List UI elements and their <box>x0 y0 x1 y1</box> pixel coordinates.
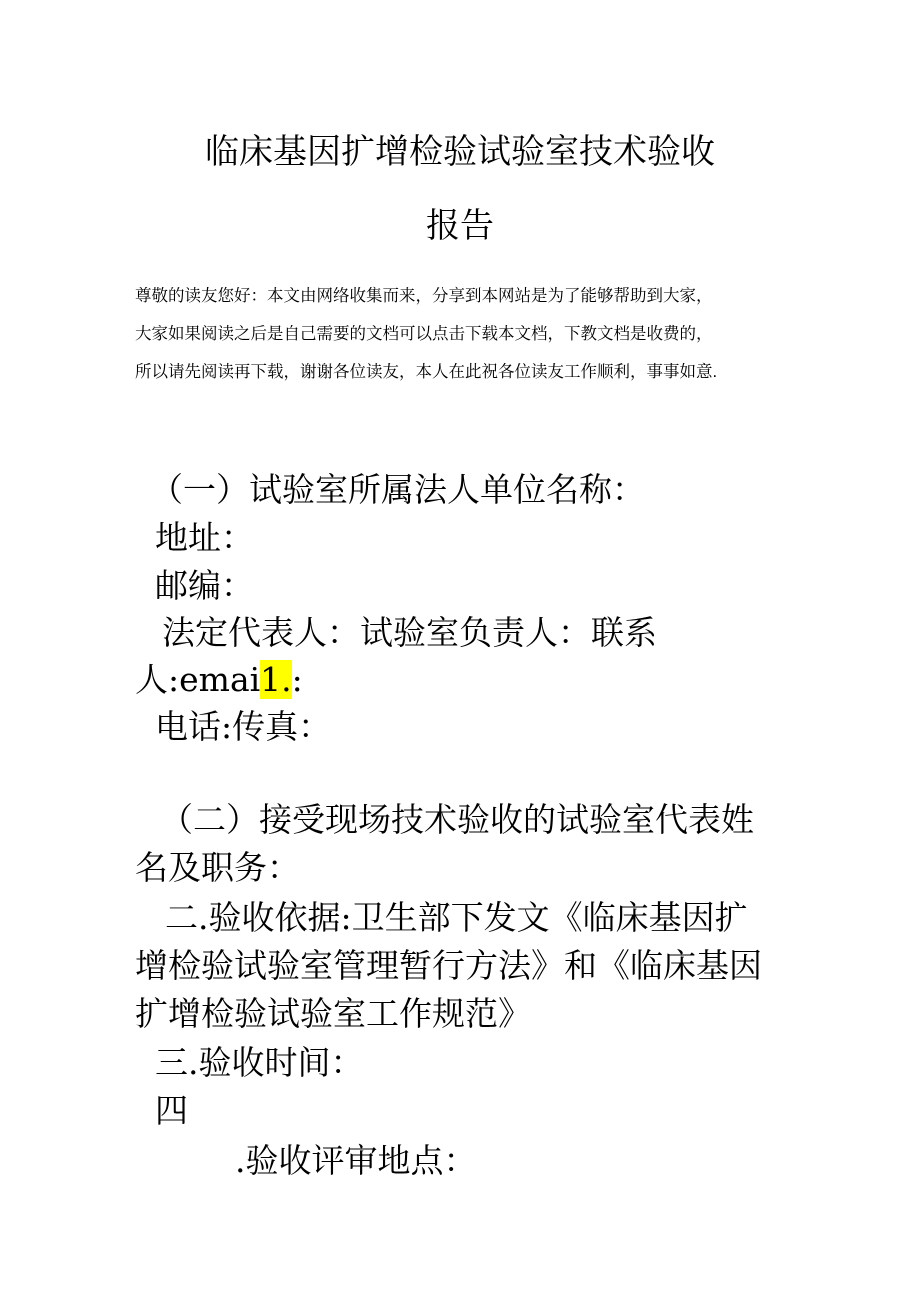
acceptance-basis-line-3: 扩增检验试验室工作规范》 <box>135 994 531 1033</box>
address-label: 地址： <box>155 518 254 557</box>
acceptance-venue-line: .验收评审地点： <box>235 1141 477 1180</box>
phone-fax-line: 电话:传真： <box>155 707 332 746</box>
contact-email-suffix: : <box>291 660 303 699</box>
section-2-heading-line-2: 名及职务： <box>135 848 300 887</box>
reader-notice-line-1: 尊敬的读友您好：本文由网络收集而来，分享到本网站是为了能够帮助到大家， <box>135 287 713 305</box>
highlighted-text: 1. <box>260 660 292 699</box>
section-1-heading: （一）试验室所属法人单位名称： <box>150 470 645 509</box>
document-title-line-1: 临床基因扩增检验试验室技术验收 <box>205 132 715 172</box>
acceptance-basis-line-2: 增检验试验室管理暂行方法》和《临床基因 <box>135 946 762 985</box>
contact-email-prefix: 人:emai <box>135 660 261 699</box>
document-title-line-2: 报告 <box>426 206 494 246</box>
acceptance-basis-line-1: 二.验收依据:卫生部下发文《临床基因扩 <box>165 898 748 937</box>
contact-email-line <box>135 660 303 700</box>
reader-notice-line-3: 所以请先阅读再下载，谢谢各位读友，本人在此祝各位读友工作顺利，事事如意. <box>135 363 718 381</box>
acceptance-time-line: 三.验收时间： <box>155 1043 364 1082</box>
postcode-label: 邮编： <box>155 566 254 605</box>
representatives-line: 法定代表人：试验室负责人：联系 <box>162 613 657 652</box>
section-four-marker: 四 <box>155 1091 188 1130</box>
section-2-heading-line-1: （二）接受现场技术验收的试验室代表姓 <box>160 800 754 839</box>
reader-notice-line-2: 大家如果阅读之后是自己需要的文档可以点击下载本文档，下教文档是收费的， <box>135 325 713 343</box>
